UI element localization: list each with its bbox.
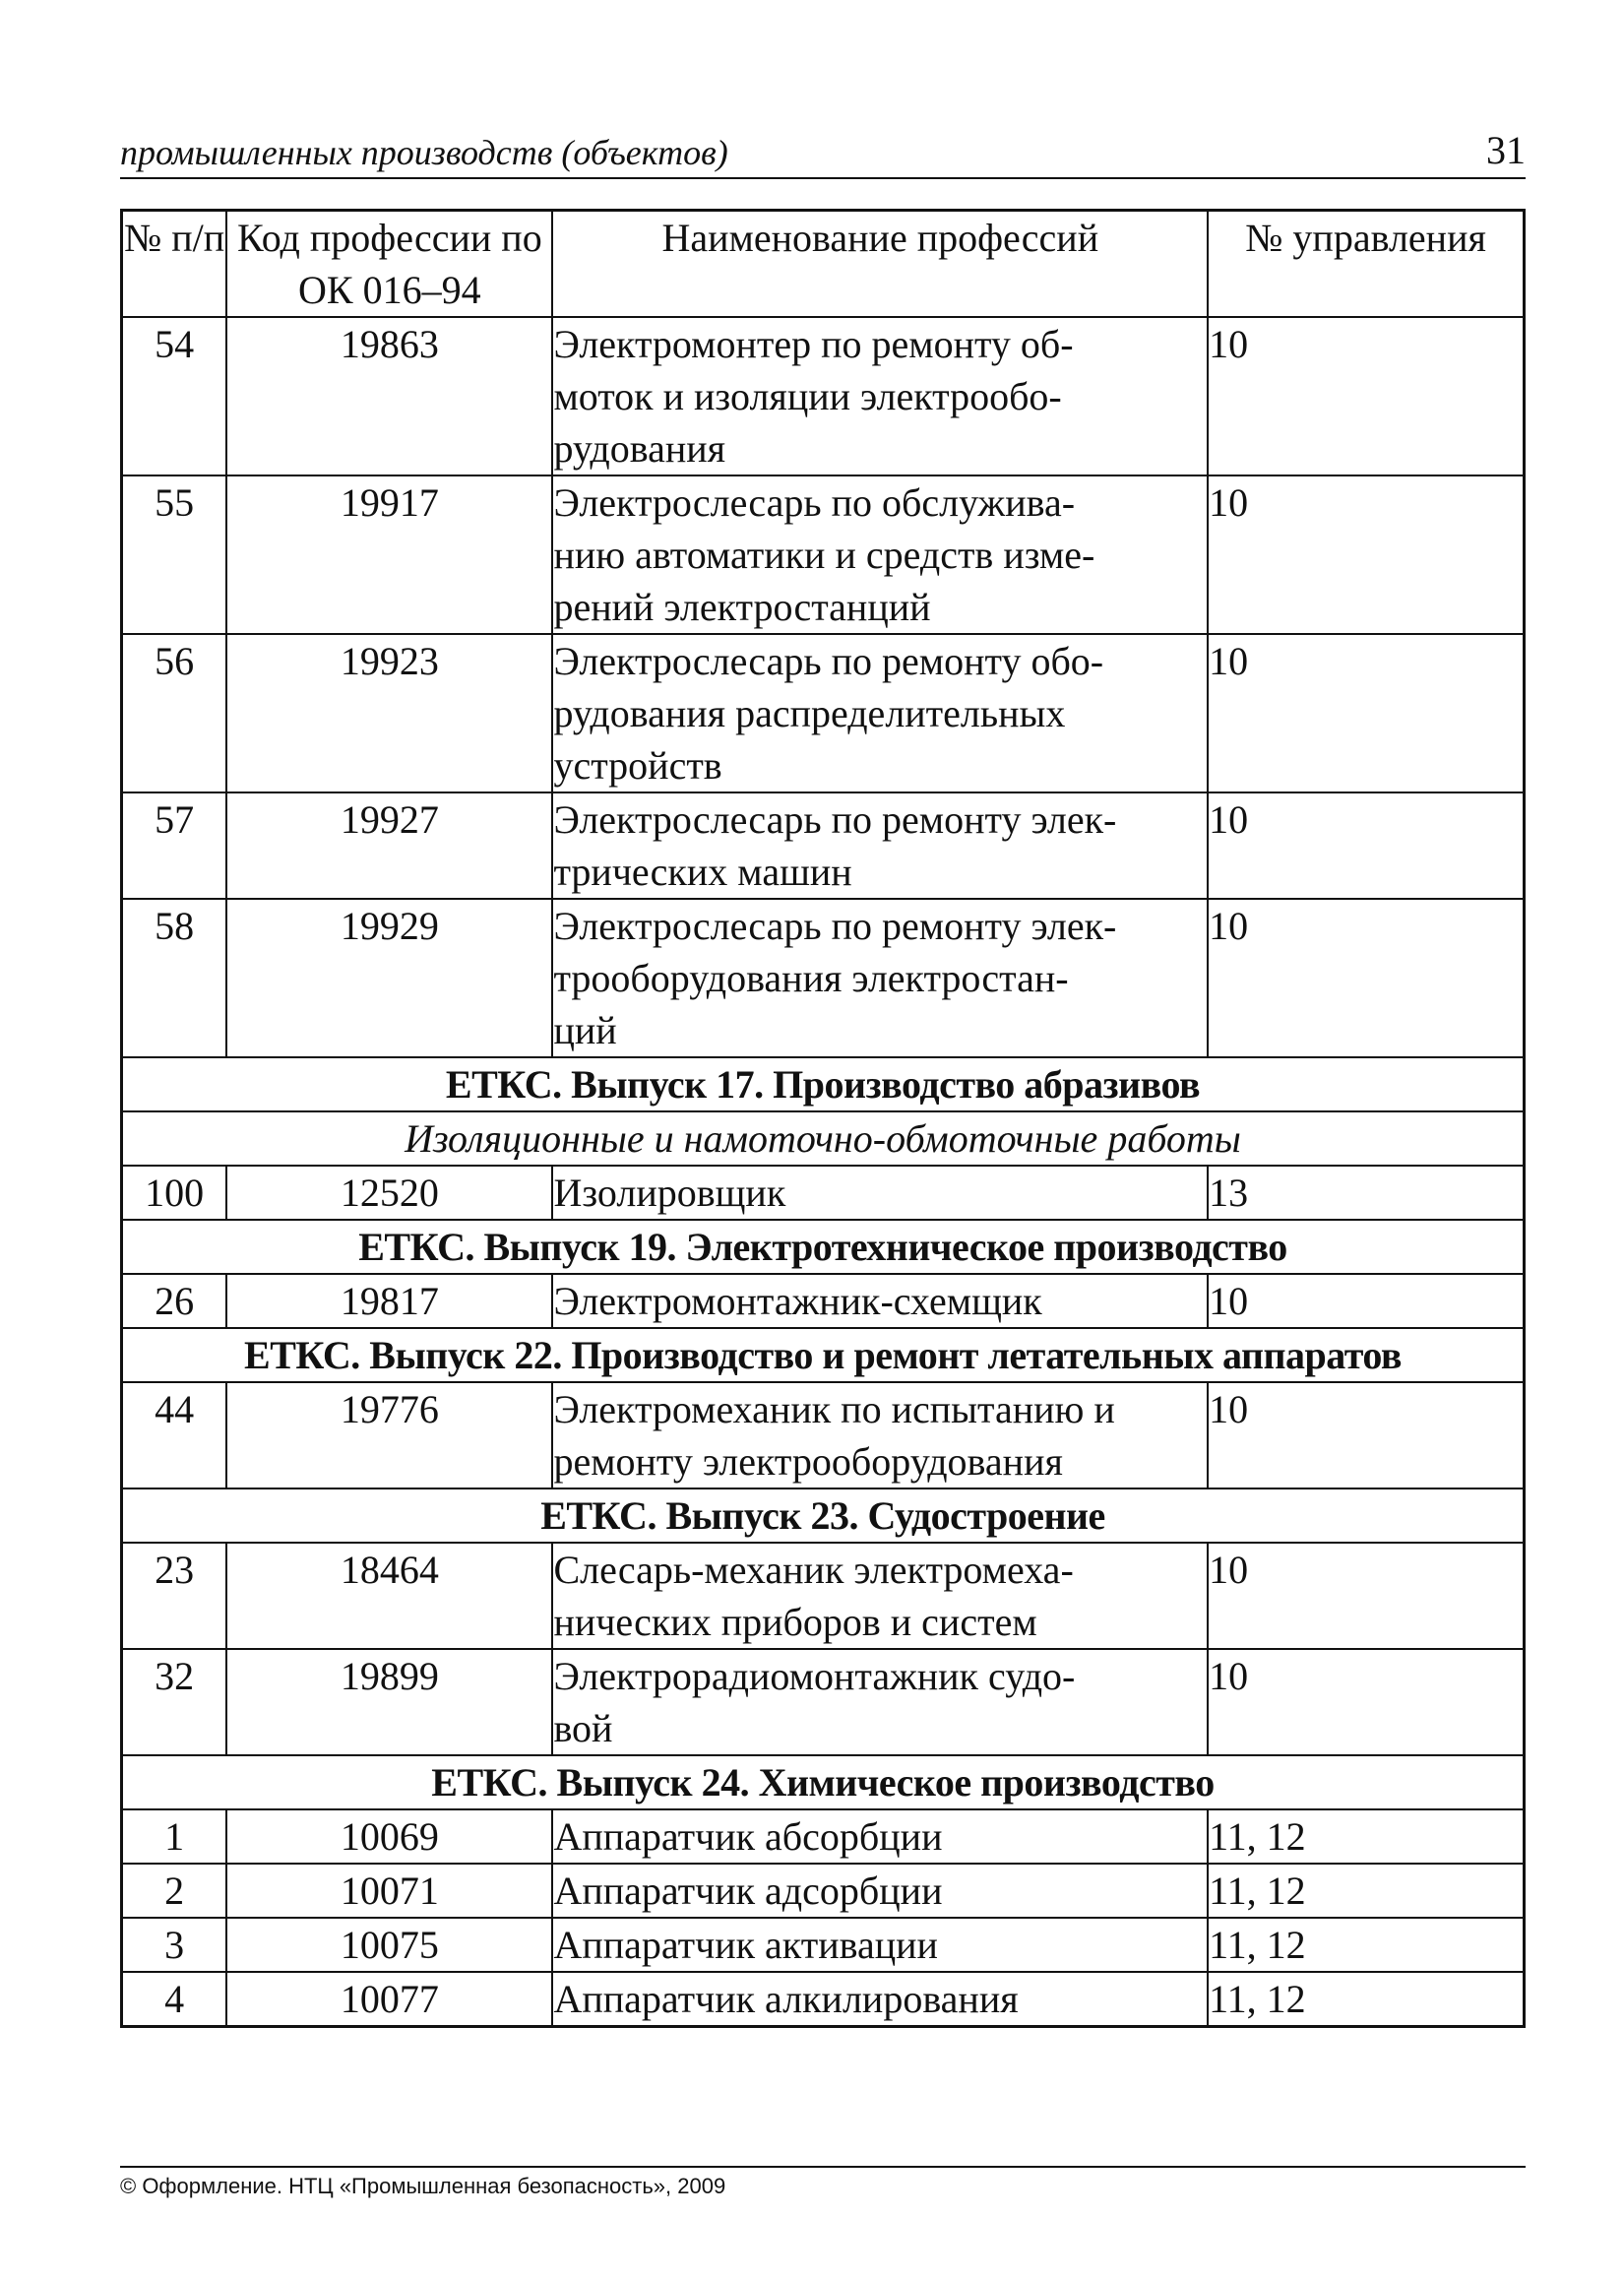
cell-dept: 11, 12 [1208,1809,1524,1864]
cell-name: Аппаратчик активации [552,1918,1208,1972]
cell-code: 10071 [226,1864,552,1918]
table-row [122,475,1525,634]
cell-name: Изолировщик [552,1166,1208,1220]
table-row [122,1649,1525,1755]
column-header-code: Код профессии по ОК 016–94 [226,211,552,318]
section-row [122,1220,1525,1274]
cell-dept: 10 [1208,1382,1524,1488]
cell-dept: 11, 12 [1208,1918,1524,1972]
cell-num: 54 [122,317,227,475]
cell-name: Электрослесарь по ремонту обо- рудования распределительных устройств [552,634,1208,792]
cell-dept: 10 [1208,899,1524,1057]
cell-dept: 10 [1208,1649,1524,1755]
table-row [122,899,1525,1057]
table-row [122,1809,1525,1864]
cell-dept: 10 [1208,475,1524,634]
table-header-row [122,211,1525,318]
column-header-num: № п/п [122,211,227,318]
cell-dept: 10 [1208,317,1524,475]
table-row [122,317,1525,475]
cell-name: Слесарь-механик электромеха- нических приборов и систем [552,1543,1208,1649]
cell-name: Электромонтер по ремонту об- моток и изоляции электрообо- рудования [552,317,1208,475]
cell-code: 19917 [226,475,552,634]
cell-dept: 10 [1208,792,1524,899]
section-title: ЕТКС. Выпуск 17. Производство абразивов [122,1057,1525,1111]
cell-code: 10069 [226,1809,552,1864]
cell-name: Электрослесарь по ремонту элек- трических машин [552,792,1208,899]
page-header [120,126,1526,179]
table-body [122,317,1525,2027]
cell-code: 19899 [226,1649,552,1755]
table-row [122,1864,1525,1918]
cell-num: 1 [122,1809,227,1864]
cell-dept: 11, 12 [1208,1972,1524,2027]
cell-num: 2 [122,1864,227,1918]
table-row [122,1543,1525,1649]
cell-code: 10077 [226,1972,552,2027]
cell-code: 19776 [226,1382,552,1488]
cell-code: 19863 [226,317,552,475]
cell-dept: 10 [1208,1543,1524,1649]
cell-name: Электромонтажник-схемщик [552,1274,1208,1328]
cell-name: Электрослесарь по обслужива- нию автоматики и средств изме- рений электростанций [552,475,1208,634]
cell-name: Аппаратчик адсорбции [552,1864,1208,1918]
cell-name: Электрослесарь по ремонту элек- трооборудования электростан- ций [552,899,1208,1057]
section-title: ЕТКС. Выпуск 19. Электротехническое производство [122,1220,1525,1274]
cell-code: 19927 [226,792,552,899]
cell-name: Аппаратчик абсорбции [552,1809,1208,1864]
cell-code: 19923 [226,634,552,792]
table-row [122,634,1525,792]
cell-num: 57 [122,792,227,899]
cell-code: 18464 [226,1543,552,1649]
table-row [122,1972,1525,2027]
cell-name: Электрорадиомонтажник судо- вой [552,1649,1208,1755]
running-title: промышленных производств (объектов) [120,133,728,172]
section-title: ЕТКС. Выпуск 22. Производство и ремонт летательных аппаратов [122,1328,1525,1382]
column-header-name: Наименование профессий [552,211,1208,318]
cell-dept: 13 [1208,1166,1524,1220]
cell-dept: 11, 12 [1208,1864,1524,1918]
column-header-dept: № управления [1208,211,1524,318]
section-title: ЕТКС. Выпуск 23. Судостроение [122,1488,1525,1543]
cell-num: 23 [122,1543,227,1649]
subsection-row [122,1111,1525,1166]
cell-num: 44 [122,1382,227,1488]
section-row [122,1755,1525,1809]
section-row [122,1057,1525,1111]
table-row [122,1166,1525,1220]
cell-name: Аппаратчик алкилирования [552,1972,1208,2027]
cell-num: 26 [122,1274,227,1328]
table-row [122,792,1525,899]
cell-num: 55 [122,475,227,634]
cell-num: 4 [122,1972,227,2027]
table-row [122,1274,1525,1328]
cell-num: 3 [122,1918,227,1972]
cell-dept: 10 [1208,634,1524,792]
page-number: 31 [1486,128,1526,172]
cell-code: 19929 [226,899,552,1057]
cell-num: 100 [122,1166,227,1220]
cell-name: Электромеханик по испытанию и ремонту электрооборудования [552,1382,1208,1488]
cell-code: 19817 [226,1274,552,1328]
subsection-title: Изоляционные и намоточно-обмоточные работы [122,1111,1525,1166]
table-row [122,1382,1525,1488]
cell-dept: 10 [1208,1274,1524,1328]
cell-num: 58 [122,899,227,1057]
section-row [122,1488,1525,1543]
cell-num: 56 [122,634,227,792]
table-row [122,1918,1525,1972]
cell-num: 32 [122,1649,227,1755]
footer-divider [120,2166,1526,2168]
section-title: ЕТКС. Выпуск 24. Химическое производство [122,1755,1525,1809]
cell-code: 12520 [226,1166,552,1220]
section-row [122,1328,1525,1382]
professions-table [120,209,1526,2028]
cell-code: 10075 [226,1918,552,1972]
footer-copyright: © Оформление. НТЦ «Промышленная безопасность», 2009 [120,2174,726,2198]
